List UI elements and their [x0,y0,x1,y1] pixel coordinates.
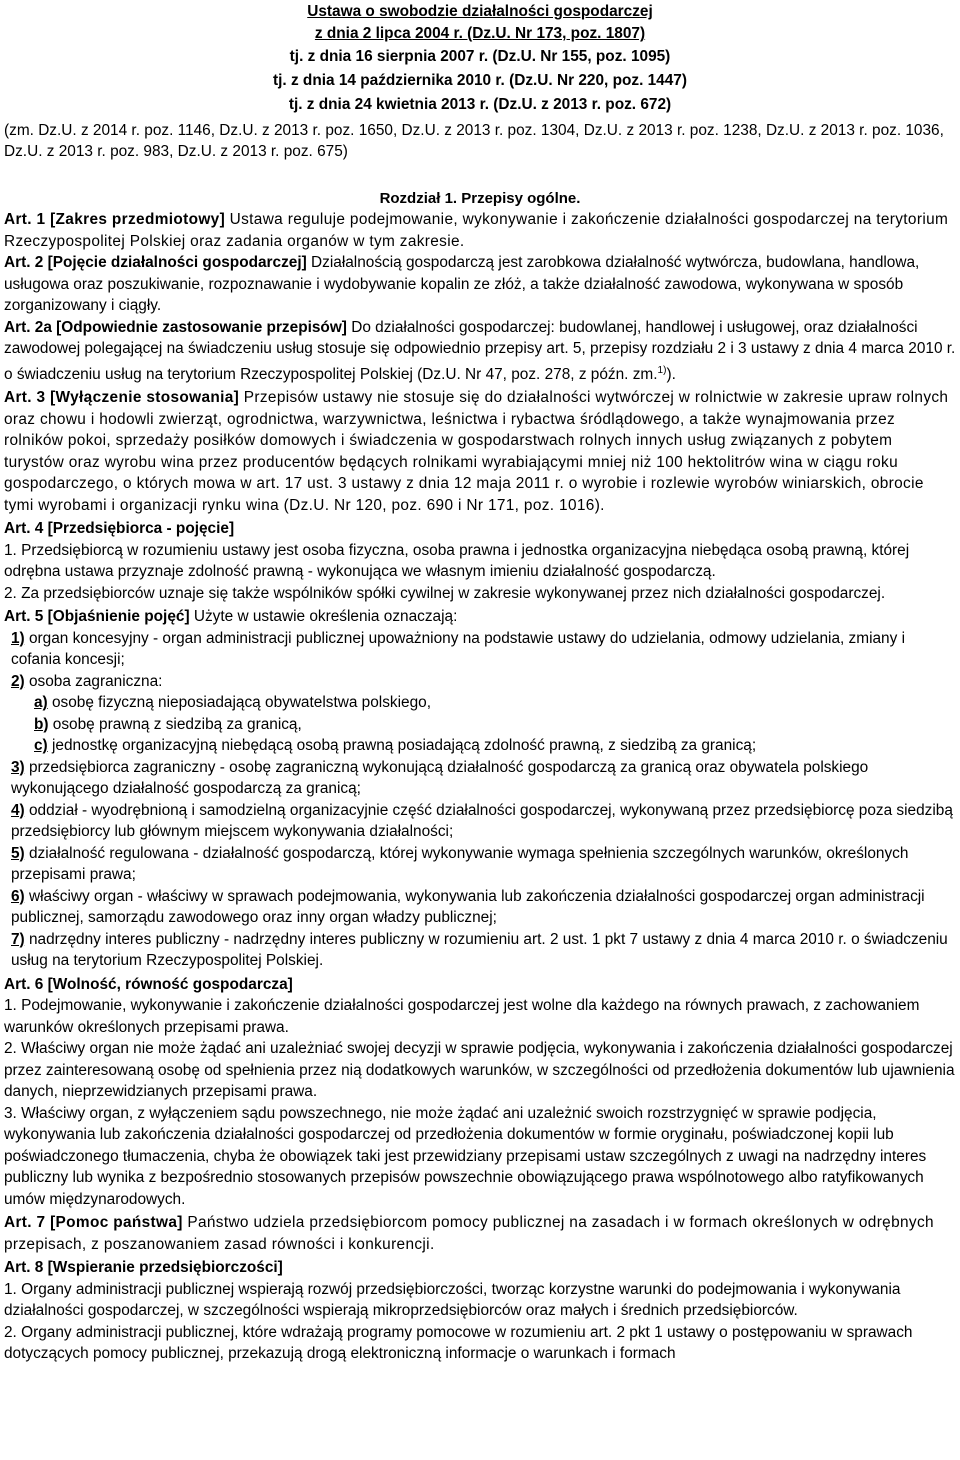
article-4-para-1: 1. Przedsiębiorcą w rozumieniu ustawy jest osoba fizyczna, osoba prawna i jednostka organizacyjna niebędąca osobą prawną, której odrębna ustawa przyznaje zdolność prawną - wykonująca we własnym imieniu działalność gospodarczą. [4,541,910,581]
article-5-intro: Użyte w ustawie określenia oznaczają: [189,608,458,626]
article-6-label: Art. 6 [Wolność, równość gospodarcza] [4,975,293,993]
chapter-heading: Rozdział 1. Przepisy ogólne. [379,190,581,207]
amendments-list: (zm. Dz.U. z 2014 r. poz. 1146, Dz.U. z 2013 r. poz. 1650, Dz.U. z 2013 r. poz. 1304, Dz.U. z 2013 r. poz. 1238, Dz.U. z 2013 r. poz. 1036, Dz.U. z 2013 r. poz. 983, Dz.U. z 2013 r. poz. 675) [4,122,944,160]
item-number: 7) [11,930,25,948]
subitem-letter: b) [34,715,49,733]
item-text: nadrzędny interes publiczny - nadrzędny interes publiczny w rozumieniu art. 2 ust. 1 pkt 7 ustawy z dnia 4 marca 2010 r. o świadczeniu usług na terytorium Rzeczypospolitej Polskiej. [11,930,948,970]
item-text: właściwy organ - właściwy w sprawach podejmowania, wykonywania lub zakończenia działalności gospodarczej organ administracji publicznej, samorządu zawodowego oraz inny organ władzy publicznej; [11,887,925,927]
subitem-text: osobę prawną z siedzibą za granicą, [48,715,302,733]
article-6-para-2: 2. Właściwy organ nie może żądać ani uzależniać swojej decyzji w sprawie podjęcia, wykonywania i zakończenia działalności gospodarczej przez zainteresowaną osobę od spełnienia przez nią dodatkowych warunków, w szczególności od przedłożenia dokumentów lub ujawnienia danych, nieprzewidzianych przepisami prawa. [4,1040,955,1101]
item-number: 6) [11,887,25,905]
item-number: 2) [11,672,25,690]
item-text: przedsiębiorca zagraniczny - osobę zagraniczną wykonującą działalność gospodarczą za granicą oraz obywatela polskiego wykonującego działalność gospodarczą za granicą; [11,758,869,798]
act-title [4,0,956,116]
article-5-subitem-a [4,692,956,714]
title-line-2: z dnia 2 lipca 2004 r. (Dz.U. Nr 173, poz. 1807) [314,25,646,42]
item-text: oddział - wyodrębnioną i samodzielną organizacyjnie część działalności gospodarczej, wykonywaną przez przedsiębiorcę poza siedzibą przedsiębiorcy lub głównym miejscem wykonywania działalności; [11,801,953,841]
article-6-para-1: 1. Podejmowanie, wykonywanie i zakończenie działalności gospodarczej jest wolne dla każdego na równych prawach, z zachowaniem warunków określonych przepisami prawa. [4,997,920,1036]
item-number: 1) [11,629,25,647]
article-2a-label: Art. 2a [Odpowiednie zastosowanie przepisów] [4,318,347,336]
article-5-item-5 [4,843,956,886]
article-5-item-3 [4,757,956,800]
article-8-para-2: 2. Organy administracji publicznej, które wdrażają programy pomocowe w rozumieniu art. 2 pkt 1 ustawy o postępowaniu w sprawach dotyczących pomocy publicznej, przekazują drogą elektroniczną informacje o warunkach i formach [4,1323,913,1363]
article-1 [4,209,956,252]
article-2a [4,317,956,386]
item-text: organ koncesyjny - organ administracji publicznej upoważniony na podstawie ustawy do udzielania, odmowy udzielania, zmiany i cofania koncesji; [11,629,905,669]
article-8-label: Art. 8 [Wspieranie przedsiębiorczości] [4,1259,283,1277]
article-5-item-1 [4,628,956,671]
subitem-text: jednostkę organizacyjną niebędącą osobą prawną posiadającą zdolność prawną, z siedzibą za granicą; [47,737,757,755]
article-5-item-4 [4,800,956,843]
item-text: osoba zagraniczna: [24,672,163,690]
article-5-label: Art. 5 [Objaśnienie pojęć] [4,608,190,626]
title-line-1: Ustawa o swobodzie działalności gospodarczej [307,3,653,20]
article-5-item-2 [4,671,956,693]
article-4-para-2: 2. Za przedsiębiorców uznaje się także wspólników spółki cywilnej w zakresie wykonywanej przez nich działalności gospodarczej. [4,584,886,602]
subitem-text: osobę fizyczną nieposiadającą obywatelstwa polskiego, [47,694,431,712]
article-6-para-3: 3. Właściwy organ, z wyłączeniem sądu powszechnego, nie może żądać ani uzależnić swoich rozstrzygnięć w sprawie podjęcia, wykonywania lub zakończenia działalności gospodarczej od przedłożenia dokumentów w formie oryginału, poświadczonej kopii lub poświadczonego tłumaczenia, chyba że obowiązek taki jest przewidziany przepisami ustaw szczególnych z uwagi na nadrzędny interes publiczny lub wynika z bezpośrednio stosowanych przepisów powszechnie obowiązującego prawa wspólnotowego albo ratyfikowanych umów międzynarodowych. [4,1104,927,1208]
footnote-marker[interactable]: 1) [657,364,667,376]
title-line-4: tj. z dnia 14 października 2010 r. (Dz.U. Nr 220, poz. 1447) [273,72,687,89]
article-7-text: Państwo udziela przedsiębiorcom pomocy publicznej na zasadach i w formach określonych w odrębnych przepisach, z poszanowaniem zasad równości i konkurencji. [4,1214,934,1253]
item-number: 4) [11,801,25,819]
article-2 [4,252,956,317]
title-line-3: tj. z dnia 16 sierpnia 2007 r. (Dz.U. Nr 155, poz. 1095) [289,48,671,65]
article-2a-text: Do działalności gospodarczej: budowlanej, handlowej i usługowej, oraz działalności zawodowej polegającej na świadczeniu usług stosuje się odpowiednio przepisy art. 5, przepisy rozdziału 2 i 3 ustawy z dnia 4 marca 2010 r. o świadczeniu usług na terytorium Rzeczypospolitej Polskiej (Dz.U. Nr 47, poz. 278, z późn. zm. [4,318,956,383]
article-5-subitem-c [4,735,956,757]
article-4-label: Art. 4 [Przedsiębiorca - pojęcie] [4,520,235,538]
article-2-label: Art. 2 [Pojęcie działalności gospodarczej] [4,254,307,271]
article-2-text: Działalnością gospodarczą jest zarobkowa działalność wytwórcza, budowlana, handlowa, usługowa oraz poszukiwanie, rozpoznawanie i wydobywanie kopalin ze złóż, a także działalność zawodowa, wykonywana w sposób zorganizowany i ciągły. [4,254,920,314]
item-text: działalność regulowana - działalność gospodarczą, której wykonywanie wymaga spełnienia szczególnych warunków, określonych przepisami prawa; [11,844,909,884]
article-5-item-6 [4,886,956,929]
article-2a-end: ). [666,365,676,383]
article-8-para-1: 1. Organy administracji publicznej wspierają rozwój przedsiębiorczości, tworząc korzystne warunki do podejmowania i wykonywania działalności gospodarczej, w szczególności wspierają mikroprzedsiębiorców oraz małych i średnich przedsiębiorców. [4,1280,901,1320]
subitem-letter: c) [34,737,48,755]
article-5-subitem-b [4,714,956,736]
title-line-5: tj. z dnia 24 kwietnia 2013 r. (Dz.U. z 2013 r. poz. 672) [288,96,672,113]
article-3-label: Art. 3 [Wyłączenie stosowania] [4,389,240,407]
article-3 [4,387,956,516]
article-5-item-7 [4,929,956,972]
article-1-label: Art. 1 [Zakres przedmiotowy] [4,211,226,228]
item-number: 3) [11,758,25,776]
item-number: 5) [11,844,25,862]
article-5 [4,606,956,628]
subitem-letter: a) [34,694,48,712]
article-7-label: Art. 7 [Pomoc państwa] [4,1214,183,1232]
article-7 [4,1212,956,1255]
article-1-text: Ustawa reguluje podejmowanie, wykonywanie i zakończenie działalności gospodarczej na terytorium Rzeczypospolitej Polskiej oraz zadania organów w tym zakresie. [4,211,949,250]
article-3-text: Przepisów ustawy nie stosuje się do działalności wytwórczej w rolnictwie w zakresie upraw rolnych oraz chowu i hodowli zwierząt, ogrodnictwa, warzywnictwa, leśnictwa i rybactwa śródlądowego, a także wynajmowania przez rolników pokoi, sprzedaży posiłków domowych i świadczenia w gospodarstwach rolnych innych usług związanych z pobytem turystów oraz wyrobu wina przez producentów będących rolnikami wyrabiającymi mniej niż 100 hektolitrów wina w ciągu roku gospodarczego, o których mowa w art. 17 ust. 3 ustawy z dnia 12 maja 2011 r. o wyrobie i rozlewie wyrobów winiarskich, obrocie tymi wyrobami i organizacji rynku wina (Dz.U. Nr 120, poz. 690 i Nr 171, poz. 1016). [4,389,949,514]
